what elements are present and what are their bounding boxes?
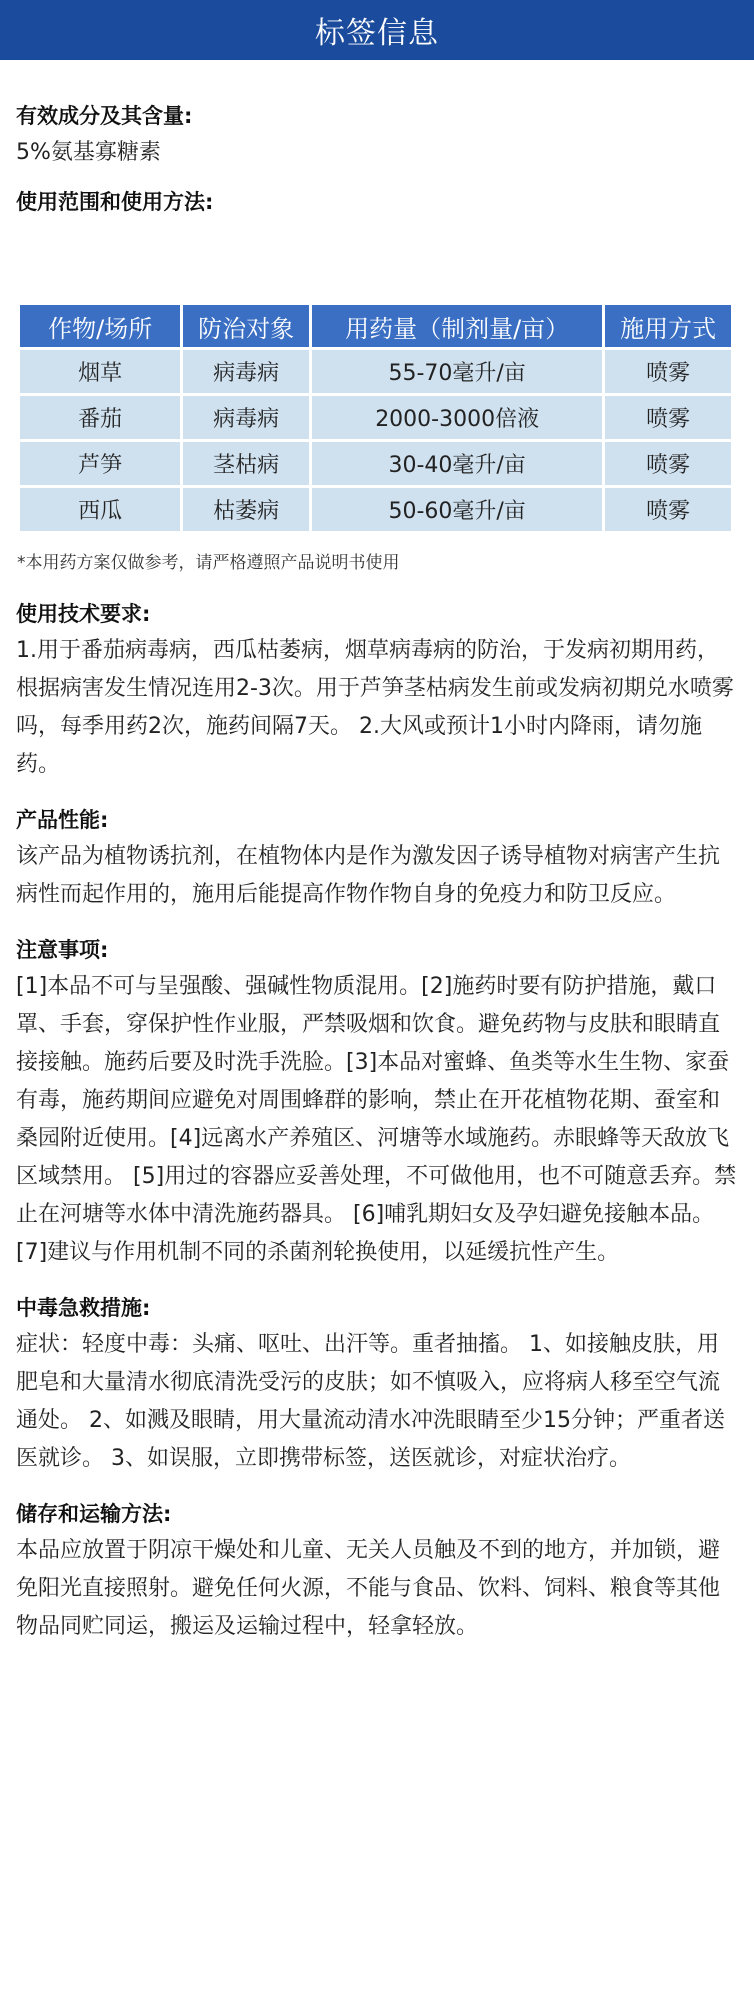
product-performance-section — [16, 804, 738, 914]
page-title: 标签信息 — [315, 16, 439, 51]
column-header-crop: 作物/场所 — [20, 305, 180, 347]
usage-section — [16, 186, 738, 218]
section-heading: 产品性能: — [16, 808, 109, 832]
usage-heading: 使用范围和使用方法: — [16, 190, 214, 214]
active-ingredient-heading: 有效成分及其含量: — [16, 104, 193, 128]
table-row — [20, 442, 731, 485]
section-heading: 注意事项: — [16, 938, 109, 962]
section-body: 该产品为植物诱抗剂，在植物体内是作为激发因子诱导植物对病害产生抗病性而起作用的，施用后能提高作物作物自身的免疫力和防卫反应。 — [16, 844, 721, 907]
cell-target: 茎枯病 — [183, 442, 309, 485]
section-body: 本品应放置于阴凉干燥处和儿童、无关人员触及不到的地方，并加锁，避免阳光直接照射。避免任何火源，不能与食品、饮料、饲料、粮食等其他物品同贮同运，搬运及运输过程中，轻拿轻放。 — [16, 1538, 721, 1639]
cell-dosage: 30-40毫升/亩 — [312, 442, 602, 485]
page-header — [0, 0, 754, 60]
column-header-method: 施用方式 — [605, 305, 731, 347]
table-row — [20, 350, 731, 393]
dose-table-header-row — [20, 305, 731, 347]
section-body: [1]本品不可与呈强酸、强碱性物质混用。[2]施药时要有防护措施，戴口罩、手套，穿保护性作业服，严禁吸烟和饮食。避免药物与皮肤和眼睛直接接触。施药后要及时洗手洗脸。[3]本品对蜜蜂、鱼类等水生生物、家蚕有毒，施药期间应避免对周围蜂群的影响，禁止在开花植物花期、蚕室和桑园附近使用。[4]远离水产养殖区、河塘等水域施药。赤眼蜂等天敌放飞区域禁用。 [5]用过的容器应妥善处理，不可做他用，也不可随意丢弃。禁止在河塘等水体中清洗施药器具。 [6]哺乳期妇女及孕妇避免接触本品。 [7]建议与作用机制不同的杀菌剂轮换使用，以延缓抗性产生。 — [16, 974, 737, 1265]
technical-requirements-section — [16, 598, 738, 784]
cell-target: 病毒病 — [183, 350, 309, 393]
cell-method: 喷雾 — [605, 396, 731, 439]
table-row — [20, 488, 731, 531]
first-aid-section — [16, 1292, 738, 1478]
cell-dosage: 50-60毫升/亩 — [312, 488, 602, 531]
dose-table — [17, 302, 734, 534]
section-body: 1.用于番茄病毒病，西瓜枯萎病，烟草病毒病的防治，于发病初期用药，根据病害发生情况连用2-3次。用于芦笋茎枯病发生前或发病初期兑水喷雾吗，每季用药2次，施药间隔7天。 2.大风或预计1小时内降雨，请勿施药。 — [16, 638, 734, 777]
label-sections — [16, 598, 738, 1666]
cell-crop: 芦笋 — [20, 442, 180, 485]
dose-table-note: *本用药方案仅做参考，请严格遵照产品说明书使用 — [17, 553, 400, 573]
section-body: 症状：轻度中毒：头痛、呕吐、出汗等。重者抽搐。 1、如接触皮肤，用肥皂和大量清水彻底清洗受污的皮肤；如不慎吸入，应将病人移至空气流通处。 2、如溅及眼睛，用大量流动清水冲洗眼睛至少15分钟；严重者送医就诊。 3、如误服，立即携带标签，送医就诊，对症状治疗。 — [16, 1332, 725, 1471]
active-ingredient-section — [16, 100, 738, 172]
cell-dosage: 55-70毫升/亩 — [312, 350, 602, 393]
intro-content — [16, 100, 738, 218]
column-header-dosage: 用药量（制剂量/亩） — [312, 305, 602, 347]
cell-crop: 烟草 — [20, 350, 180, 393]
cell-target: 枯萎病 — [183, 488, 309, 531]
column-header-target: 防治对象 — [183, 305, 309, 347]
section-heading: 使用技术要求: — [16, 602, 151, 626]
section-heading: 中毒急救措施: — [16, 1296, 151, 1320]
section-heading: 储存和运输方法: — [16, 1502, 172, 1526]
active-ingredient-value: 5%氨基寡糖素 — [16, 140, 161, 165]
cell-method: 喷雾 — [605, 442, 731, 485]
cell-target: 病毒病 — [183, 396, 309, 439]
precautions-section — [16, 934, 738, 1272]
cell-method: 喷雾 — [605, 350, 731, 393]
cell-method: 喷雾 — [605, 488, 731, 531]
cell-crop: 西瓜 — [20, 488, 180, 531]
storage-transport-section — [16, 1498, 738, 1646]
table-row — [20, 396, 731, 439]
cell-crop: 番茄 — [20, 396, 180, 439]
cell-dosage: 2000-3000倍液 — [312, 396, 602, 439]
